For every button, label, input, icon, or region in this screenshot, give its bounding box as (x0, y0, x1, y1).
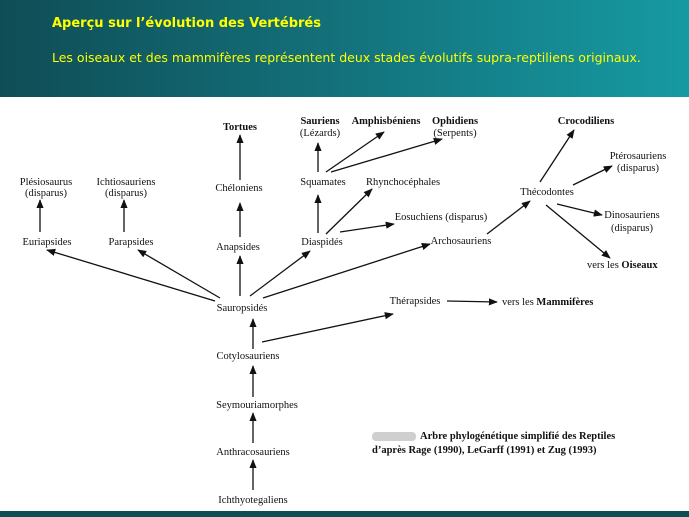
node-lezards: (Lézards) (299, 128, 341, 139)
node-sauriens: Sauriens (300, 116, 340, 127)
connector-cotylosauriens-therapsides (262, 314, 393, 342)
node-eosuchiens: Eosuchiens (disparus) (394, 212, 488, 223)
connector-therapsides-mammiferes (447, 301, 497, 302)
node-anthracosauriens: Anthracosauriens (216, 447, 290, 458)
vers-les-text: vers les (502, 297, 534, 308)
node-tortues: Tortues (222, 122, 258, 133)
node-rhynchocephales: Rhynchocéphales (365, 177, 441, 188)
vers-les-oiseaux-text: vers les (587, 260, 619, 271)
node-anapsides: Anapsides (216, 242, 260, 253)
node-cotylosauriens: Cotylosauriens (216, 351, 280, 362)
connector-sauropsides-parapsides (138, 250, 220, 298)
node-dinosauriens: Dinosauriens (604, 210, 660, 221)
connector-thecodontes-pterosauriens (573, 166, 612, 185)
caption-line-2: d’après Rage (1990), LeGarff (1991) et Zug (1993) (372, 445, 597, 456)
node-seymouriamorphes: Seymouriamorphes (216, 400, 298, 411)
node-pterosauriens-status: (disparus) (617, 163, 659, 174)
connector-thecodontes-crocodiliens (540, 130, 574, 182)
node-vers-les-oiseaux (587, 260, 658, 271)
connector-diapsides-eosuchiens (340, 224, 394, 232)
connector-diapsides-rhynchocephales (326, 189, 372, 234)
node-therapsides: Thérapsides (389, 296, 441, 307)
slide-subtitle: Les oiseaux et des mammifères représentent deux stades évolutifs supra-reptiliens originaux. (52, 50, 641, 65)
slide-title: Aperçu sur l’évolution des Vertébrés (52, 16, 321, 31)
node-archosauriens: Archosauriens (430, 236, 492, 247)
connector-sauropsides-archosauriens (263, 244, 430, 298)
connector-thecodontes-dinosauriens (557, 204, 602, 215)
node-pterosauriens: Ptérosauriens (609, 151, 667, 162)
node-euriapsides: Euriapsides (22, 237, 72, 248)
node-serpents: (Serpents) (433, 128, 477, 139)
node-thecodontes: Thécodontes (520, 187, 574, 198)
diagram-caption (372, 430, 672, 458)
connector-archosauriens-thecodontes (487, 201, 530, 234)
caption-line-1 (372, 430, 672, 444)
node-ichthyotegaliens: Ichthyotegaliens (218, 495, 288, 506)
node-vers-les-mammiferes (502, 297, 593, 308)
node-squamates: Squamates (300, 177, 346, 188)
node-diapsides: Diaspidés (301, 237, 343, 248)
caption-line-1-text: Arbre phylogénétique simplifié des Reptiles (420, 431, 616, 442)
connector-thecodontes-oiseaux (546, 205, 610, 258)
connector-sauropsides-euriapsides (47, 250, 215, 301)
node-parapsides: Parapsides (108, 237, 154, 248)
node-sauropsides: Sauropsidés (216, 303, 268, 314)
connector-sauropsides-diapsides (250, 251, 310, 296)
node-ophidiens: Ophidiens (431, 116, 479, 127)
node-plesiosaurus: Plésiosaurus (19, 177, 73, 188)
node-crocodiliens: Crocodiliens (557, 116, 615, 127)
connector-squamates-ophidiens (331, 139, 442, 172)
node-cheloniens: Chéloniens (215, 183, 263, 194)
mammiferes-text: Mammifères (536, 297, 594, 308)
node-ichtiosauriens: Ichtiosauriens (96, 177, 156, 188)
node-plesiosaurus-status: (disparus) (25, 188, 67, 199)
node-ichtiosauriens-status: (disparus) (105, 188, 147, 199)
slide-header (0, 0, 689, 97)
ink-blot (372, 432, 416, 441)
node-amphisbeniens: Amphisbéniens (351, 116, 421, 127)
slide-bottom-bar (0, 511, 689, 517)
oiseaux-text: Oiseaux (621, 260, 658, 271)
node-dinosauriens-status: (disparus) (611, 223, 653, 234)
